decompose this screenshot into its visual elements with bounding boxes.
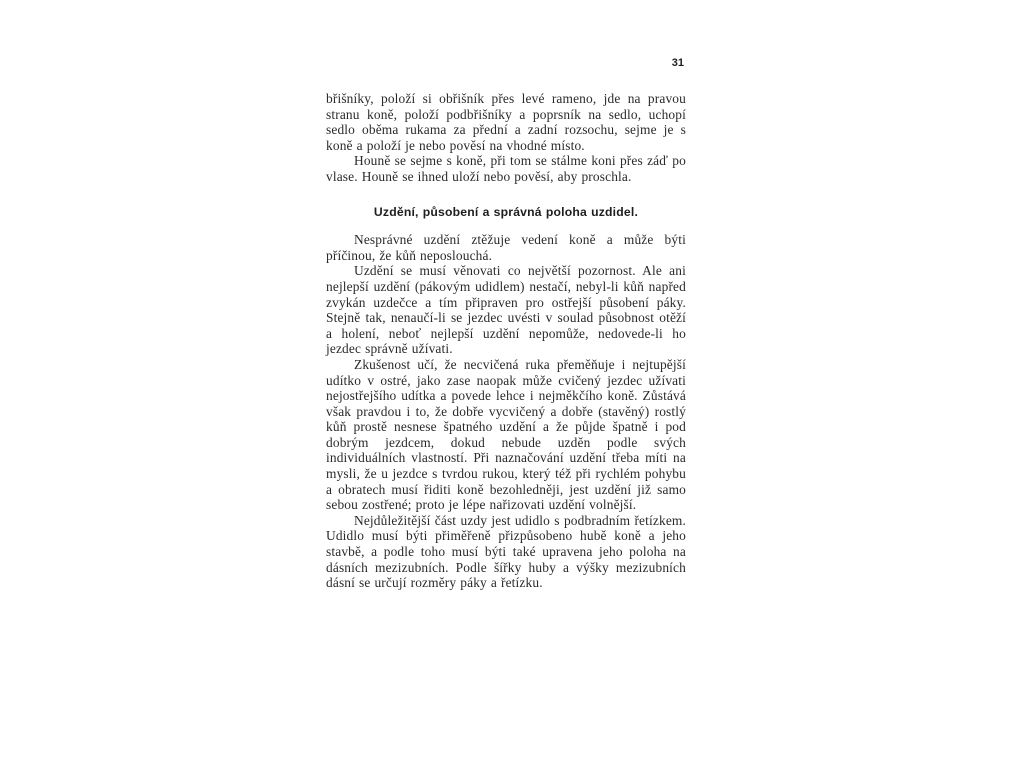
paragraph-3: Nesprávné uzdění ztěžuje vedení koně a může býti příčinou, že kůň neposlouchá. <box>326 232 686 263</box>
page-number: 31 <box>671 57 684 69</box>
paragraph-5: Zkušenost učí, že necvičená ruka přeměňuje i nejtupější udítko v ostré, jako zase naopak může cvičený jezdec užívati nejostřejšího udítka a povede lehce i nejměkčího koně. Zůstává však pravdou i to, že dobře vycvičený a dobře (stavěný) rostlý kůň prostě nesnese špatného uzdění a že půjde špatně i pod dobrým jezdcem, dokud nebude uzděn podle svých individuálních vlastností. Při naznačování uzdění třeba míti na mysli, že u jezdce s tvrdou rukou, který též při rychlém pohybu a obratech musí řiditi koně bezohledněji, jest uzdění již samo sebou zostřené; proto je lépe nařizovati uzdění volnější. <box>326 356 686 513</box>
paragraph-2: Houně se sejme s koně, při tom se stálme koni přes záď po vlase. Houně se ihned uloží nebo pověsí, aby proschla. <box>326 153 686 184</box>
paragraph-1: břišníky, položí si obřišník přes levé rameno, jde na pravou stranu koně, položí podbřišníky a poprsník na sedlo, uchopí sedlo oběma rukama za přední a zadní rozsochu, sejme je s koně a položí je nebo pověsí na vhodné místo. <box>326 91 686 153</box>
section-heading: Uzdění, působení a správná poloha uzdidel. <box>373 204 639 219</box>
section-spacer <box>326 185 686 205</box>
text-column <box>326 91 686 591</box>
paragraph-6: Nejdůležitější část uzdy jest udidlo s podbradním řetízkem. Udidlo musí býti přiměřeně přizpůsobeno hubě koně a jeho stavbě, a podle toho musí býti také upravena jeho poloha na dásních mezizubních. Podle šířky huby a výšky mezizubních dásní se určují rozměry páky a řetízku. <box>326 512 686 591</box>
paragraph-4: Uzdění se musí věnovati co největší pozornost. Ale ani nejlepší uzdění (pákovým udidlem) nestačí, nebyl-li kůň napřed zvykán uzdečce a tím připraven pro ostřejší působení páky. Stejně tak, nenaučí-li se jezdec uvésti v soulad působnost otěží a holení, neboť nejlepší uzdění nepomůže, nedovede-li ho jezdec správně užívati. <box>326 263 686 357</box>
